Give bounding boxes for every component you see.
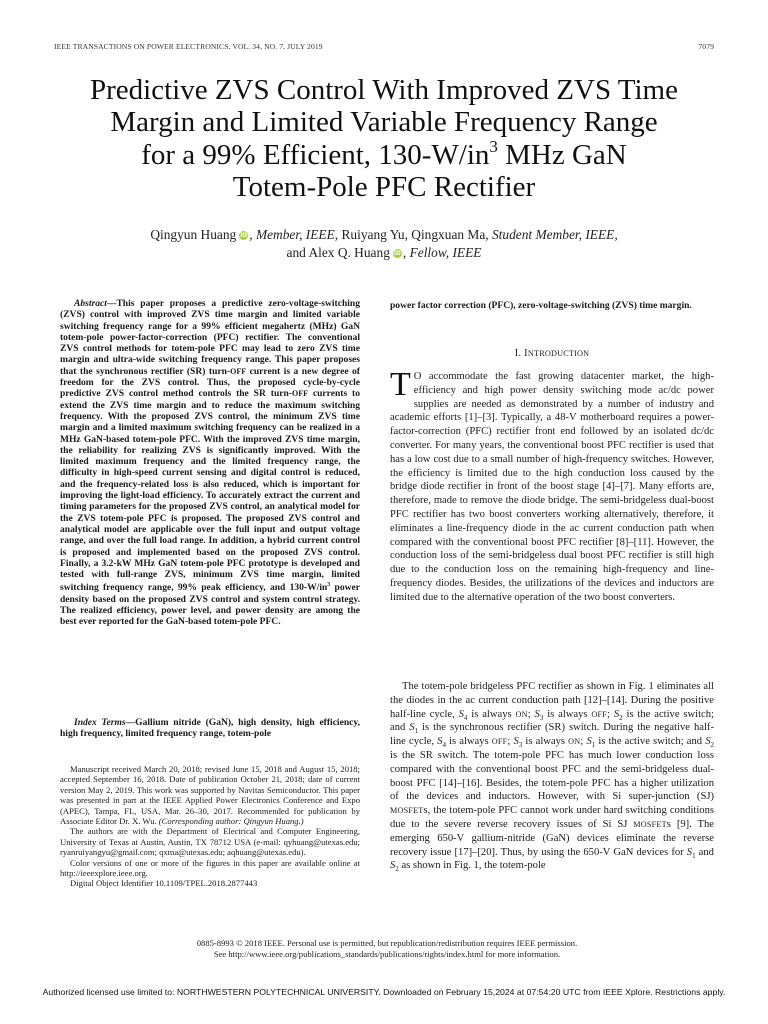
paragraph-text: is always (522, 736, 569, 748)
paragraph-text: s [9]. The emerging 650-V gallium-nitride (GaN) devices eliminate the reverse recovery issue [17]–[20]. Thus, by using the 650-V GaN devices for (390, 818, 715, 858)
abstract-smallcaps: OFF (230, 366, 247, 376)
paragraph-text: is always (543, 708, 592, 720)
paragraph-text: ; (527, 708, 535, 720)
title-line-1: Predictive ZVS Control With Improved ZVS Time (90, 74, 678, 106)
section-initial: I (524, 348, 528, 359)
title-line-2: Margin and Limited Variable Frequency Range (110, 106, 658, 139)
index-terms (60, 717, 360, 740)
author-list (40, 226, 728, 262)
symbol-s1: S (586, 736, 592, 748)
paragraph-text: and (695, 846, 714, 858)
abstract-text: —This paper proposes a predictive zero-voltage-switching (ZVS) control with improved ZVS time margin and limited variable switching frequency range for a 99% efficient megahertz (MHz) GaN totem-pole power-factor-correction (PFC) rectifier. The conventional ZVS control methods for totem-pole PFC may lead to zero ZVS time margin and ultra-wide switching frequency range. This paper proposes that the synchronous rectifier (SR) turn- (60, 298, 360, 377)
orcid-icon[interactable]: iD (393, 250, 401, 257)
smallcaps-mosfet: MOSFET (633, 819, 667, 829)
paragraph-text: is the active switch; and (595, 736, 706, 748)
subscript: 1 (692, 851, 696, 860)
paragraph-text: O accommodate the fast growing datacenter market, the high-efficiency and high power density switching mode ac/dc power supplies are needed as demonstrated by a number of industry and academic efforts [1]–[3]. Typically, a 48-V motherboard requires a power-factor-correction (PFC) rectifier front end followed by an isolated dc/dc converter. For many years, the conventional boost PFC rectifier is used that has a low cost due to a small number of high-frequency switches. However, the efficiency is limited due to the high conduction loss caused by the bridge diode rectifier in front of the boost stage [4]–[7]. Many efforts are, therefore, made to remove the diode bridge. The semi-bridgeless dual-boost PFC rectifier has two boost converters working alternatively, therefore, it eliminates a line-frequency diode in the ac current conduction path when compared with the conventional boost PFC rectifier [8]–[11]. However, the conduction loss of the semi-bridgeless dual boost PFC rectifier is still high due to the conduction loss on the remaining high-frequency and line-frequency diodes. Besides, the utilizations of the devices and inductors are limited due to the alternative operation of the two boost converters. (390, 371, 714, 603)
footnote-color: Color versions of one or more of the figures in this paper are available online at http://ieeexplore.ieee.org. (60, 857, 360, 879)
copyright-line-1: 0885-8993 © 2018 IEEE. Personal use is permitted, but republication/redistribution requires IEEE permission. (196, 938, 578, 948)
subscript: 4 (442, 741, 446, 750)
title-line-4: Totem-Pole PFC Rectifier (232, 171, 536, 204)
symbol-s3: S (513, 736, 519, 748)
footnotes (60, 764, 360, 889)
paragraph-text: ; (580, 736, 587, 748)
running-head (54, 42, 714, 54)
author-role: , Fellow, IEEE (402, 245, 482, 260)
paragraph-text: is the SR switch. The totem-pole PFC has much lower conduction loss compared with the conventional boost PFC and the semi-bridgeless dual-boost PFC [14]–[16]. Besides, the totem-pole PFC has a higher utilization of the devices and inductors. However, with Si super-junction (SJ) (390, 749, 714, 803)
footnote-doi: Digital Object Identifier 10.1109/TPEL.2018.2877443 (70, 878, 258, 889)
footnote-manuscript (60, 764, 360, 826)
footnote-text: Manuscript received March 20, 2018; revised June 15, 2018 and August 15, 2018; accepted September 16, 2018. Date of publication October 21, 2018; date of current version May 2, 2019. This work was supported by Navitas Semiconductor. This paper was presented in part at the IEEE Applied Power Electronics Conference and Expo (APEC), Tampa, FL, USA, Mar. 26–30, 2017. Recommended for publication by Associate Editor Dr. X. Wu. (60, 764, 360, 827)
subscript: 2 (710, 741, 715, 750)
copyright-line-2: See http://www.ieee.org/publications_standards/publications/rights/index.html for more information. (213, 949, 561, 959)
author-names: Ruiyang Yu, Qingxuan Ma, (341, 227, 492, 242)
paper-title (40, 74, 728, 204)
paragraph-text: ; (507, 736, 514, 748)
symbol-s2: S (390, 860, 396, 872)
subscript: 2 (395, 865, 399, 874)
section-numeral: I. (514, 348, 525, 359)
subscript: 3 (539, 713, 544, 722)
orcid-icon[interactable]: iD (240, 232, 248, 239)
subscript: 2 (619, 713, 623, 722)
smallcaps-on: ON (515, 709, 528, 719)
journal-citation: IEEE TRANSACTIONS ON POWER ELECTRONICS, VOL. 34, NO. 7, JULY 2019 (54, 42, 323, 51)
paragraph-text: is always (467, 708, 516, 720)
abstract-text: current is a new degree of freedom for the ZVS control. Thus, the proposed cycle-by-cycle predictive ZVS control method controls the SR turn- (60, 365, 360, 400)
title-superscript: 3 (489, 137, 498, 157)
paragraph-text: ; (607, 708, 614, 720)
symbol-s1: S (686, 846, 693, 858)
index-terms-continued: power factor correction (PFC), zero-voltage-switching (ZVS) time margin. (390, 300, 692, 311)
drop-cap: T (390, 366, 411, 403)
title-line-3-tail: MHz GaN (497, 138, 627, 171)
author-line-2 (40, 244, 728, 262)
license-footer: Authorized licensed use limited to: NORTHWESTERN POLYTECHNICAL UNIVERSITY. Downloaded on February 15,2024 at 07:54:20 UTC from IEEE Xplore. Restrictions apply. (42, 987, 726, 997)
title-line-3-text: for a 99% Efficient, 130-W/in (141, 138, 490, 171)
abstract-text: power density based on the proposed ZVS control and system control strategy. The realized efficiency, power level, and power density are among the best ever reported for the GaN-based totem-pole PFC. (60, 582, 360, 628)
paragraph-text: s, the totem-pole PFC cannot work under hard switching conditions due to the severe reverse recovery issues of Si SJ (390, 805, 714, 830)
corresponding-author: (Corresponding author: Qingyun Huang.) (158, 816, 304, 827)
symbol-s2: S (613, 708, 620, 720)
author-affiliation-role: , Member, IEEE, (249, 227, 342, 242)
author-line-1 (40, 226, 728, 244)
title-line-3 (40, 139, 728, 171)
footnote-affiliation: The authors are with the Department of Electrical and Computer Engineering, University of Texas at Austin, Austin, TX 78712 USA (e-mail: qyhuang@utexas.edu; ryanruiyangyu@gmail.com; qxma@utexas.edu; aqhuang@utexas.edu). (60, 826, 360, 858)
subscript: 1 (414, 727, 419, 736)
intro-paragraph-1 (390, 366, 714, 605)
abstract (60, 298, 360, 628)
smallcaps-off: OFF (491, 737, 508, 747)
abstract-superscript: 3 (327, 582, 331, 589)
page-number: 7079 (698, 42, 714, 51)
subscript: 3 (518, 741, 523, 750)
copyright-notice (60, 938, 714, 960)
smallcaps-off: OFF (591, 709, 608, 719)
index-terms-text: —Gallium nitride (GaN), high density, high efficiency, high frequency, limited frequency range, totem-pole (60, 717, 361, 740)
paragraph-text: is the synchronous rectifier (SR) switch. During the negative half-line cycle, (390, 722, 714, 748)
section-heading (390, 348, 714, 359)
author-name: Qingyun Huang (150, 227, 237, 242)
symbol-s2: S (705, 736, 711, 748)
paragraph-text: is always (445, 736, 492, 748)
abstract-label: Abstract (74, 298, 107, 309)
symbol-s3: S (534, 708, 540, 720)
paragraph-text: The totem-pole bridgeless PFC rectifier as shown in Fig. 1 eliminates all the diodes in the ac current conduction path [12]–[14]. During the positive half-line cycle, (390, 681, 714, 720)
paragraph-text: is the active switch; and (390, 708, 714, 734)
section-title: NTRODUCTION (527, 349, 590, 358)
index-terms-label: Index Terms (74, 717, 126, 728)
symbol-s4: S (458, 708, 464, 720)
smallcaps-on: ON (568, 737, 581, 747)
paragraph-text: as shown in Fig. 1, the totem-pole (398, 860, 546, 872)
author-role: Student Member, IEEE, (491, 227, 618, 242)
subscript: 4 (463, 713, 468, 722)
abstract-text: currents to extend the ZVS time margin and to reduce the maximum switching frequency. With the proposed ZVS control, the minimum ZVS time margin and a limited maximum switching frequency can be realized in a MHz GaN-based totem-pole PFC. With the improved ZVS time margin, the reliability for realizing ZVS is significantly improved. With the limited maximum frequency and the limited frequency range, the difficulty in high-speed current sensing and digital control is reduced, and the frequency-related loss is also reduced, which is important for improving the light-load efficiency. To accurately extract the current and timing parameters for the proposed ZVS control, an analytical model for the ZVS totem-pole PFC is proposed. The proposed ZVS control and analytical model are applicable over the full input and output voltage range, and over the full load range. In addition, a hybrid current control is proposed and implemented based on the proposed ZVS control. Finally, a 3.2-kW MHz GaN totem-pole PFC prototype is developed and tested with full-range ZVS, minimum ZVS time margin, limited switching frequency range, 99% peak efficiency, and 130-W/in (60, 388, 360, 594)
author-name: and Alex Q. Huang (286, 245, 390, 260)
subscript: 1 (591, 741, 596, 750)
smallcaps-mosfet: MOSFET (390, 806, 424, 816)
abstract-smallcaps: OFF (291, 389, 308, 399)
symbol-s1: S (409, 722, 415, 734)
intro-paragraph-2 (390, 680, 714, 873)
symbol-s4: S (437, 736, 443, 748)
